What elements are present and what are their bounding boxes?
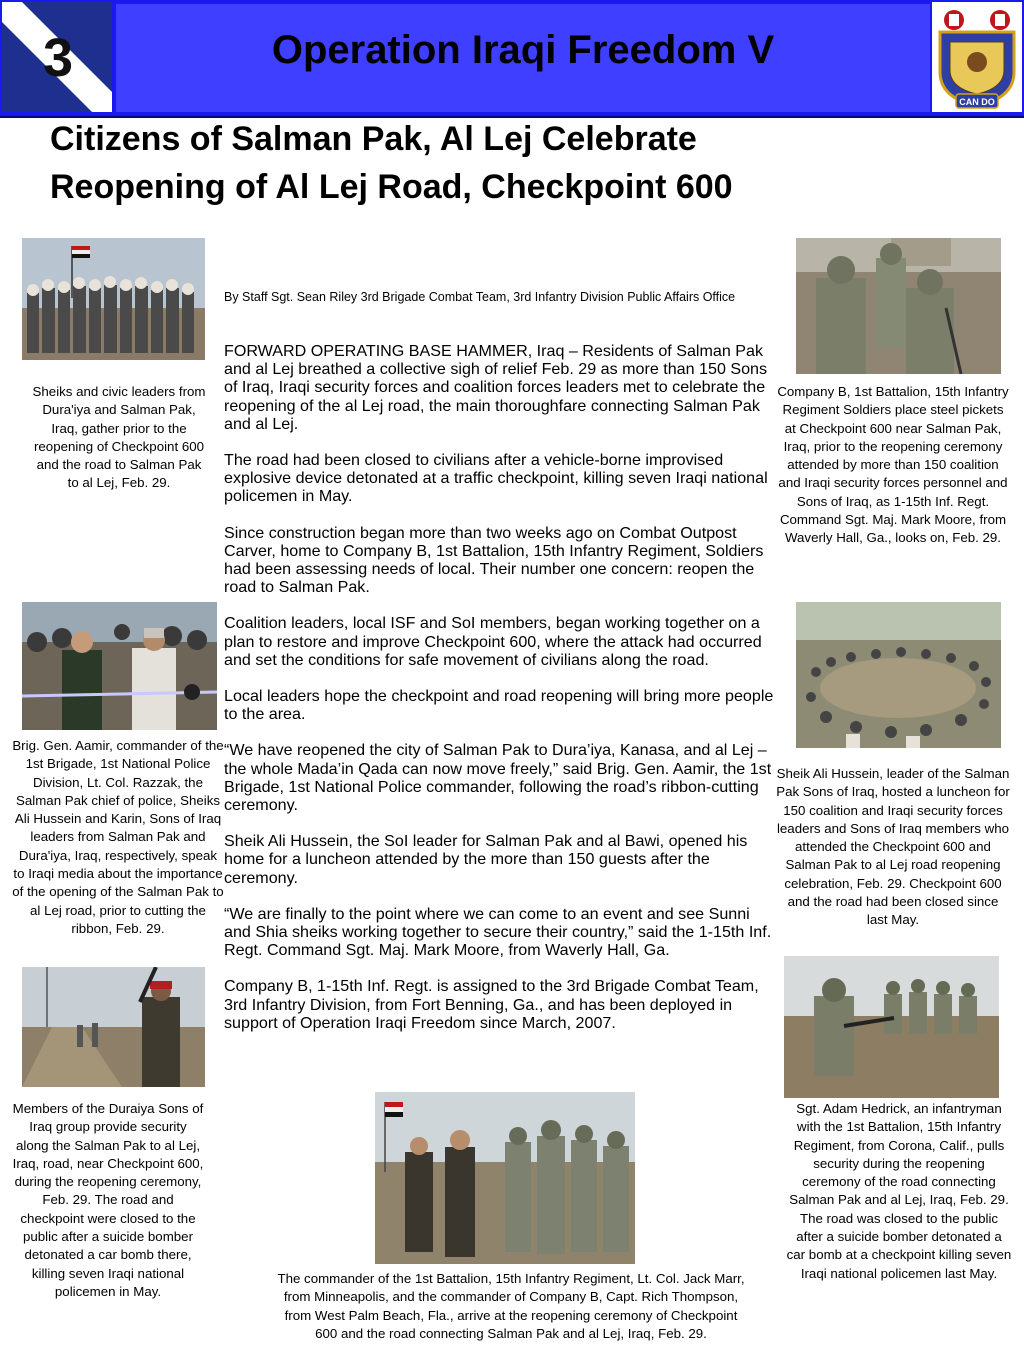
patch-number: 3: [42, 28, 74, 88]
article-headline: [50, 115, 990, 211]
caption-luncheon-crowd: Sheik Ali Hussein, leader of the Salman Pak Sons of Iraq, hosted a luncheon for 150 coalition and Iraqi security forces leaders and Sons of Iraq members who attended the Checkpoint 600 and Salman Pak to al Lej road reopening celebration, Feb. 29. Checkpoint 600 and the road had been closed since last May.: [776, 766, 1010, 928]
article-paragraph: Since construction began more than two weeks ago on Combat Outpost Carver, home to Company B, 1st Battalion, 15th Infantry Regiment, Soldiers had been assessing needs of local. Their number one concern: reopen the road to Salman Pak.: [224, 523, 764, 597]
photo-infantryman-security: [784, 956, 999, 1098]
caption-commanders-arrive: The commander of the 1st Battalion, 15th Infantry Regiment, Lt. Col. Jack Marr, from Minneapolis, and the commander of Company B, Capt. Rich Thompson, from West Palm Beach, Fla., arrive at the reopening ceremony of Checkpoint 600 and the road connecting Salman Pak and al Lej, Iraq, Feb. 29.: [277, 1271, 745, 1341]
photo-road-security: [22, 967, 205, 1087]
photo-sheiks-gathering: [22, 238, 205, 360]
caption-soldiers-pickets: Company B, 1st Battalion, 15th Infantry Regiment Soldiers place steel pickets at Checkpoint 600 near Salman Pak, Iraq, prior to the reopening ceremony attended by more than 150 coalition and Iraqi security forces personnel and Sons of Iraq, as 1-15th Inf. Regt. Command Sgt. Maj. Mark Moore, from Waverly Hall, Ga., looks on, Feb. 29.: [777, 384, 1009, 546]
article-paragraph: Local leaders hope the checkpoint and road reopening will bring more people to the area.: [224, 687, 774, 724]
article-byline: By Staff Sgt. Sean Riley 3rd Brigade Combat Team, 3rd Infantry Division Public Affairs Office: [224, 290, 736, 304]
photo-luncheon-crowd: [796, 602, 1001, 748]
page-title: Operation Iraqi Freedom V: [271, 28, 775, 72]
article-paragraph: Sheik Ali Hussein, the SoI leader for Salman Pak and al Bawi, opened his home for a luncheon attended by the more than 150 guests after the ceremony.: [224, 832, 748, 887]
photo-soldiers-pickets: [796, 238, 1001, 374]
article-paragraph: The road had been closed to civilians after a vehicle-borne improvised explosive device detonated at a traffic checkpoint, killing seven Iraqi national policemen in May.: [224, 451, 768, 506]
article-paragraph: FORWARD OPERATING BASE HAMMER, Iraq – Residents of Salman Pak and al Lej breathed a collective sigh of relief Feb. 29 as more than 150 Sons of Iraq, Iraqi security forces and coalition forces leaders met to celebrate the reopening of the al Lej road, the main thoroughfare connecting Salman Pak and al Lej.: [224, 342, 768, 433]
regiment-crest-logo: [932, 2, 1022, 112]
article-paragraph: Coalition leaders, local ISF and SoI members, began working together on a plan to restore and improve Checkpoint 600, where the attack had occurred and set the conditions for safe movement of civilians along the road.: [224, 614, 762, 669]
article-paragraph: “We are finally to the point where we can come to an event and see Sunni and Shia sheiks working together to secure their country,” said the 1-15th Inf. Regt. Command Sgt. Maj. Mark Moore, from Waverly Hall, Ga.: [224, 904, 772, 960]
article-body: [224, 342, 780, 1050]
caption-road-security: Members of the Duraiya Sons of Iraq group provide security along the Salman Pak to al Lej, Iraq, road, near Checkpoint 600, during the reopening ceremony, Feb. 29. The road and checkpoint were closed to the public after a suicide bomber detonated a car bomb there, killing seven Iraqi national policemen in May.: [12, 1101, 204, 1299]
photo-commanders-arrive: [375, 1092, 635, 1264]
division-patch-logo: [2, 2, 112, 112]
headline-line-2: Reopening of Al Lej Road, Checkpoint 600: [50, 168, 733, 206]
caption-infantryman-security: Sgt. Adam Hedrick, an infantryman with the 1st Battalion, 15th Infantry Regiment, from Corona, Calif., pulls security during the reopening ceremony of the road connecting Salman Pak and al Lej, Iraq, Feb. 29. The road was closed to the public after a suicide bomber detonated a car bomb at a checkpoint killing seven Iraqi national policemen last May.: [786, 1101, 1012, 1281]
crest-motto: CAN DO: [959, 97, 995, 107]
headline-line-1: Citizens of Salman Pak, Al Lej Celebrate: [50, 120, 697, 158]
article-paragraph: “We have reopened the city of Salman Pak to Dura’iya, Kanasa, and al Lej – the whole Mada’in Qada can now move freely,” said Brig. Gen. Aamir, the 1st Brigade, 1st National Police commander, following the road’s ribbon-cutting ceremony.: [224, 741, 772, 815]
article-paragraph: Company B, 1-15th Inf. Regt. is assigned to the 3rd Brigade Combat Team, 3rd Infantry Division, from Fort Benning, Ga., and has been deployed in support of Operation Iraqi Freedom since March, 2007.: [224, 977, 759, 1032]
caption-ribbon-press: Brig. Gen. Aamir, commander of the 1st Brigade, 1st National Police Division, Lt. Col. Razzak, the Salman Pak chief of police, Sheiks Ali Hussein and Karin, Sons of Iraq leaders from Salman Pak and Dura'iya, Iraq, respectively, speak to Iraqi media about the importance of the opening of the Salman Pak to al Lej road, prior to cutting the ribbon, Feb. 29.: [12, 738, 224, 936]
photo-ribbon-press: [22, 602, 217, 730]
caption-sheiks-gathering: Sheiks and civic leaders from Dura'iya and Salman Pak, Iraq, gather prior to the reopening of Checkpoint 600 and the road to Salman Pak to al Lej, Feb. 29.: [32, 384, 206, 491]
